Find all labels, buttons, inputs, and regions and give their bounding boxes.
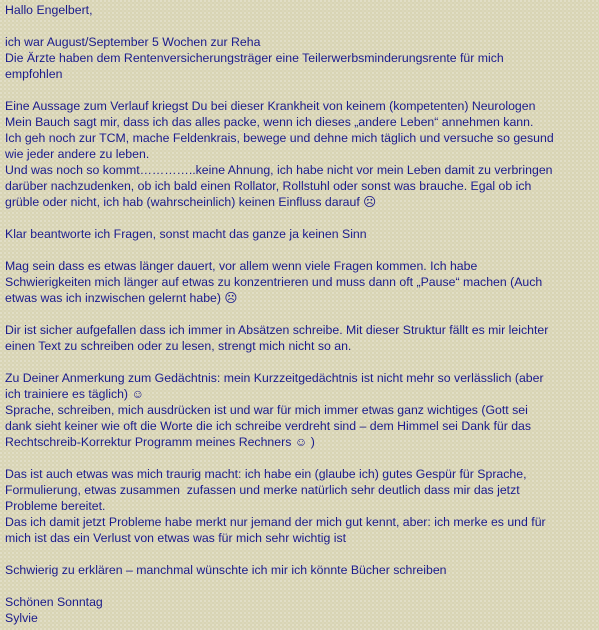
text-line: ich war August/September 5 Wochen zur Reha <box>5 35 261 49</box>
text-line: Dir ist sicher aufgefallen dass ich immer in Absätzen schreibe. Mit dieser Struktur fällt es mir leichter <box>5 323 549 337</box>
text-line: dank sieht keiner wie oft die Worte die ich schreibe verdreht sind – dem Himmel sei Dank für das <box>5 419 532 433</box>
text-line: darüber nachzudenken, ob ich bald einen Rollator, Rollstuhl oder sonst was brauche. Egal ob ich <box>5 179 532 193</box>
paragraph-verlauf <box>5 98 595 210</box>
text-line: Klar beantworte ich Fragen, sonst macht das ganze ja keinen Sinn <box>5 227 367 241</box>
paragraph-buecher <box>5 562 595 578</box>
paragraph-reha <box>5 34 595 82</box>
text-line: Sprache, schreiben, mich ausdrücken ist und war für mich immer etwas ganz wichtiges (Gott sei <box>5 403 528 417</box>
text-line: wie jeder andere zu leben. <box>5 147 150 161</box>
text-line: Schwierigkeiten mich länger auf etwas zu konzentrieren und muss dann oft „Pause“ machen (Auch <box>5 275 543 289</box>
text-line: Das ich damit jetzt Probleme habe merkt nur jemand der mich gut kennt, aber: ich merke es und für <box>5 515 546 529</box>
text-line: etwas was ich inzwischen gelernt habe) ☹ <box>5 291 238 305</box>
text-line: mich ist das ein Verlust von etwas was für mich sehr wichtig ist <box>5 531 347 545</box>
signoff <box>5 594 595 626</box>
text-line: empfohlen <box>5 67 63 81</box>
text-line: Die Ärzte haben dem Rentenversicherungsträger eine Teilerwerbsminderungsrente für mich <box>5 51 504 65</box>
letter-body <box>5 2 595 626</box>
text-line: grüble oder nicht, ich hab (wahrscheinlich) keinen Einfluss darauf ☹ <box>5 195 376 209</box>
text-line: Zu Deiner Anmerkung zum Gedächtnis: mein Kurzzeitgedächtnis ist nicht mehr so verlässlich (aber <box>5 371 544 385</box>
greeting: Hallo Engelbert, <box>5 3 93 17</box>
signature: Sylvie <box>5 611 38 625</box>
text-line: Mag sein dass es etwas länger dauert, vor allem wenn viele Fragen kommen. Ich habe <box>5 259 478 273</box>
text-line: Und was noch so kommt…………..keine Ahnung, ich habe nicht vor mein Leben damit zu verbringen <box>5 163 553 177</box>
text-line: Mein Bauch sagt mir, dass ich das alles packe, wenn ich dieses „andere Leben“ annehmen kann. <box>5 115 534 129</box>
paragraph-sprache <box>5 466 595 546</box>
greeting-paragraph <box>5 2 595 18</box>
closing: Schönen Sonntag <box>5 595 103 609</box>
text-line: ich trainiere es täglich) ☺ <box>5 387 144 401</box>
paragraph-fragen <box>5 226 595 242</box>
text-line: Rechtschreib-Korrektur Programm meines Rechners ☺ ) <box>5 435 315 449</box>
paragraph-gedaechtnis <box>5 370 595 450</box>
text-line: Ich geh noch zur TCM, mache Feldenkrais, bewege und dehne mich täglich und versuche so gesund <box>5 131 554 145</box>
text-line: Eine Aussage zum Verlauf kriegst Du bei dieser Krankheit von keinem (kompetenten) Neurologen <box>5 99 536 113</box>
paragraph-absaetze <box>5 322 595 354</box>
text-line: Schwierig zu erklären – manchmal wünschte ich mir ich könnte Bücher schreiben <box>5 563 447 577</box>
text-line: Das ist auch etwas was mich traurig macht: ich habe ein (glaube ich) gutes Gespür für Sprache, <box>5 467 527 481</box>
text-line: Formulierung, etwas zusammen zufassen und merke natürlich sehr deutlich dass mir das jetzt <box>5 483 520 497</box>
text-line: einen Text zu schreiben oder zu lesen, strengt mich nicht so an. <box>5 339 352 353</box>
paragraph-konzentration <box>5 258 595 306</box>
text-line: Probleme bereitet. <box>5 499 106 513</box>
